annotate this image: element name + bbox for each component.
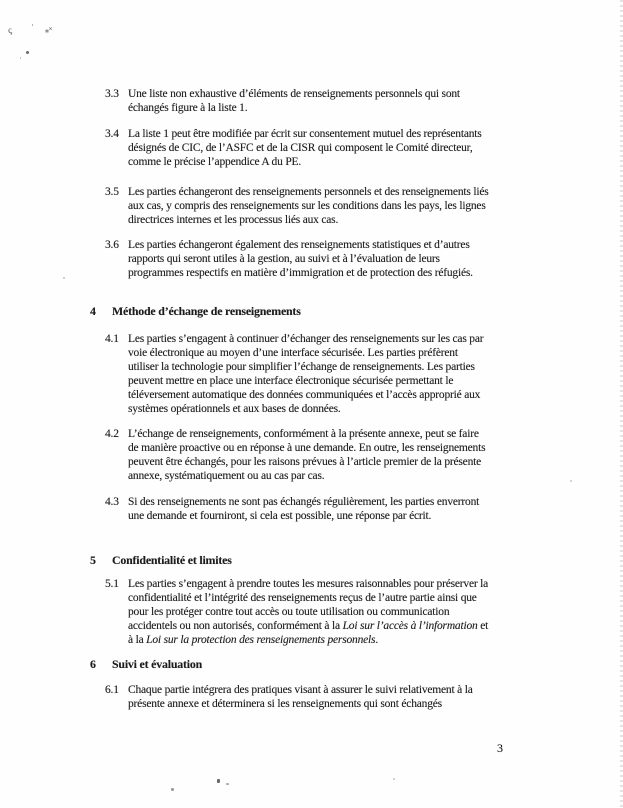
section-number: 4: [90, 304, 96, 318]
paragraph-line: [128, 619, 488, 633]
scan-mark: ʾ: [31, 23, 34, 33]
numbered-paragraph: [105, 332, 603, 416]
scan-speck: [26, 51, 29, 54]
paragraph-lines: [128, 495, 479, 523]
paragraph-line: utiliser la technologie pour simplifier l’échange de renseignements. Les parties: [128, 361, 475, 373]
paragraph-number: 4.2: [105, 428, 119, 440]
numbered-paragraph: [105, 127, 603, 169]
paragraph-line: désignés de CIC, de l’ASFC et de la CISR qui composent le Comité directeur,: [128, 142, 473, 154]
law-title-italic: Loi sur l’accès à l’information: [342, 620, 478, 632]
paragraph-number: 3.4: [105, 128, 119, 140]
paragraph-lines: [128, 238, 473, 280]
scan-mark: ⁎˟: [45, 26, 53, 35]
text-segment: à la: [128, 634, 147, 646]
paragraph-line: programmes respectifs en matière d’immigration et de protection des réfugiés.: [128, 267, 473, 279]
paragraph-line: échangés figure à la liste 1.: [128, 102, 248, 114]
scan-speck: [393, 778, 395, 780]
paragraph-line: Les parties échangeront des renseignements personnels et des renseignements liés: [128, 186, 489, 198]
law-title-italic: Loi sur la protection des renseignements personnels: [146, 634, 376, 646]
numbered-paragraph: [105, 238, 603, 280]
numbered-paragraph: [105, 495, 603, 523]
section-title: Confidentialité et limites: [112, 553, 232, 567]
paragraph-line: peuvent mettre en place une interface électronique sécurisée permettant le: [128, 375, 454, 387]
paragraph-line: Les parties s’engagent à prendre toutes les mesures raisonnables pour préserver la: [128, 578, 489, 590]
section-heading: [90, 657, 603, 671]
text-segment: et: [477, 620, 489, 632]
paragraph-number: 5.1: [105, 578, 119, 590]
paragraph-lines: [128, 87, 460, 115]
numbered-paragraph: [105, 683, 603, 711]
section-number: 6: [90, 657, 96, 671]
paragraph-line: voie électronique au moyen d’une interface sécurisée. Les parties préfèrent: [128, 347, 458, 359]
paragraph-lines: [128, 127, 482, 169]
paragraph-line: systèmes opérationnels et aux bases de données.: [128, 403, 341, 415]
paragraph-line: pour les protéger contre tout accès ou toute utilisation ou communication: [128, 606, 450, 618]
scan-speck: [171, 788, 174, 791]
section-heading: [90, 553, 603, 567]
numbered-paragraph: [105, 185, 603, 227]
paragraph-line: Si des renseignements ne sont pas échangés régulièrement, les parties enverront: [128, 496, 480, 508]
paragraph-line: comme le précise l’appendice A du PE.: [128, 156, 302, 168]
paragraph-line: aux cas, y compris des renseignements sur les conditions dans les pays, les lignes: [128, 200, 486, 212]
paragraph-line: de manière proactive ou en réponse à une demande. En outre, les renseignements: [128, 442, 486, 454]
paragraph-number: 4.1: [105, 333, 119, 345]
paragraph-line: Les parties échangeront également des renseignements statistiques et d’autres: [128, 239, 470, 251]
paragraph-line: directrices internes et les processus liés aux cas.: [128, 214, 339, 226]
paragraph-line: rapports qui seront utiles à la gestion, au suivi et à l’évaluation de leurs: [128, 253, 440, 265]
paragraph-line: une demande et fourniront, si cela est possible, une réponse par écrit.: [128, 510, 432, 522]
scan-speck: [217, 779, 220, 783]
paragraph-line: peuvent être échangés, pour les raisons prévues à l’article premier de la présente: [128, 456, 482, 468]
paragraph-lines: [128, 577, 488, 647]
paragraph-line: La liste 1 peut être modifiée par écrit sur consentement mutuel des représentants: [128, 128, 482, 140]
paragraph-line: Les parties s’engagent à continuer d’échanger des renseignements sur les cas par: [128, 333, 484, 345]
paragraph-line: Une liste non exhaustive d’éléments de renseignements personnels qui sont: [128, 88, 460, 100]
paragraph-lines: [128, 427, 485, 483]
text-segment: .: [375, 634, 378, 646]
paragraph-line: L’échange de renseignements, conformément à la présente annexe, peut se faire: [128, 428, 479, 440]
numbered-paragraph: [105, 577, 603, 647]
numbered-paragraph: [105, 87, 603, 115]
scan-speck: [570, 480, 572, 482]
paragraph-lines: [128, 683, 473, 711]
paragraph-line: confidentialité et l’intégrité des renseignements reçus de l’autre partie ainsi que: [128, 592, 477, 604]
paragraph-number: 6.1: [105, 684, 119, 696]
paragraph-line: annexe, systématiquement ou au cas par cas.: [128, 470, 325, 482]
paragraph-number: 3.5: [105, 186, 119, 198]
numbered-paragraph: [105, 427, 603, 483]
section-heading: [90, 304, 603, 318]
page-number: 3: [497, 741, 503, 755]
scan-speck: [63, 277, 65, 279]
paragraph-line: Chaque partie intégrera des pratiques visant à assurer le suivi relativement à la: [128, 684, 473, 696]
paragraph-number: 3.3: [105, 88, 119, 100]
scan-speck: [20, 57, 21, 59]
section-title: Suivi et évaluation: [112, 657, 203, 671]
paragraph-line: téléversement automatique des données communiquées et l’accès approprié aux: [128, 389, 481, 401]
paragraph-number: 4.3: [105, 496, 119, 508]
paragraph-line: [128, 633, 488, 647]
paragraph-lines: [128, 332, 483, 416]
scan-speck: [226, 783, 229, 785]
paragraph-lines: [128, 185, 489, 227]
section-number: 5: [90, 553, 96, 567]
section-title: Méthode d’échange de renseignements: [112, 304, 301, 318]
paragraph-number: 3.6: [105, 239, 119, 251]
scan-mark: ç: [6, 24, 14, 36]
text-segment: accidentels ou non autorisés, conformément à la: [128, 620, 343, 632]
paragraph-line: présente annexe et déterminera si les renseignements qui sont échangés: [128, 698, 442, 710]
